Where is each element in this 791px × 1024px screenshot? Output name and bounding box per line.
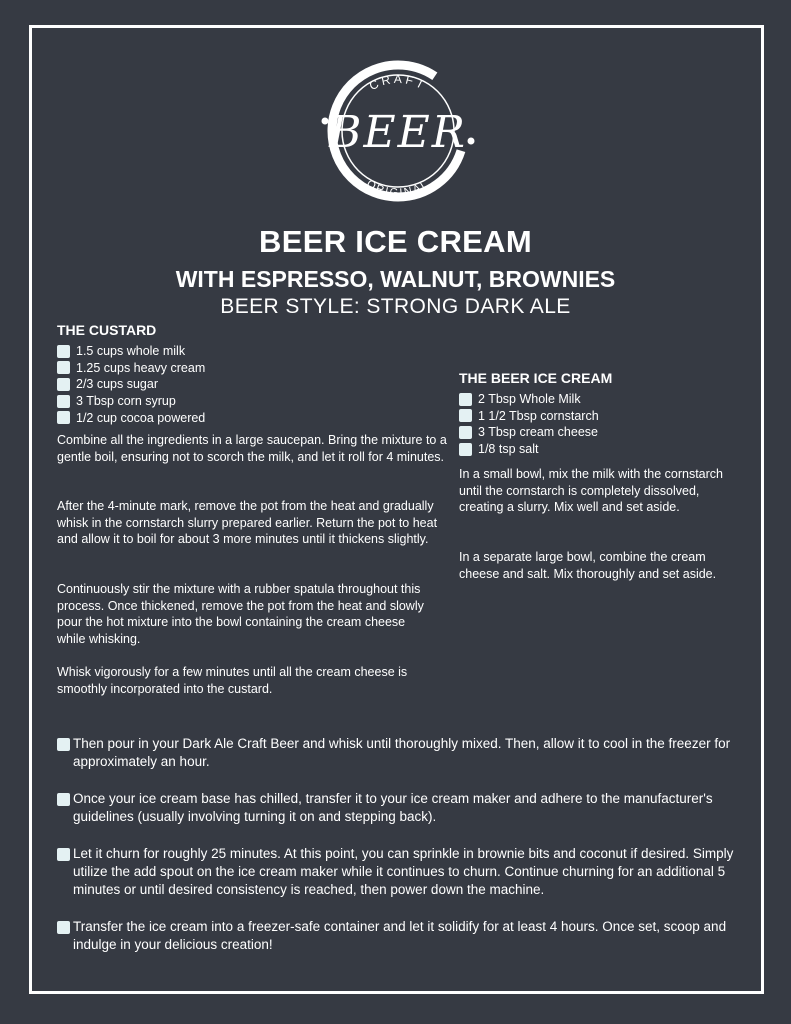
craft-beer-logo xyxy=(305,43,491,219)
custard-paragraph: Continuously stir the mixture with a rubber spatula throughout this process. Once thickened, remove the pot from the heat and slowly pour the hot mixture into the bowl containing the cream cheese while whisking. xyxy=(57,582,424,646)
ingredient-label: 2/3 cups sugar xyxy=(76,377,158,392)
step-text: Let it churn for roughly 25 minutes. At this point, you can sprinkle in brownie bits and coconut if desired. Simply utilize the add spout on the ice cream maker while it continues to churn. Continue churning for an additional 5 minutes or until desired consistency is reached, then power down the machine. xyxy=(73,846,734,897)
ingredient-label: 1/2 cup cocoa powered xyxy=(76,410,206,425)
beer-ice-cream-paragraph: In a separate large bowl, combine the cream cheese and salt. Mix thoroughly and set aside. xyxy=(459,550,717,581)
list-item[interactable] xyxy=(57,918,747,954)
checkbox[interactable] xyxy=(57,848,70,861)
ingredient-label: 1/8 tsp salt xyxy=(478,442,539,457)
logo-center-text: BEER xyxy=(329,107,467,158)
checkbox[interactable] xyxy=(459,393,472,406)
checkbox[interactable] xyxy=(57,921,70,934)
checkbox[interactable] xyxy=(57,793,70,806)
custard-paragraph: After the 4-minute mark, remove the pot from the heat and gradually whisk in the cornstarch slurry prepared earlier. Return the pot to heat and allow it to boil for about 3 more minutes until it thickens slightly. xyxy=(57,499,438,547)
beer-style-line: BEER STYLE: STRONG DARK ALE xyxy=(220,295,571,318)
recipe-title: BEER ICE CREAM xyxy=(259,224,532,259)
step-text: Once your ice cream base has chilled, transfer it to your ice cream maker and adhere to the manufacturer's guidelines (usually involving turning it on and stepping back). xyxy=(73,791,713,824)
checkbox[interactable] xyxy=(57,378,70,391)
list-item[interactable] xyxy=(57,845,747,899)
beer-ice-cream-ingredient-list xyxy=(459,391,599,457)
checkbox[interactable] xyxy=(57,361,70,374)
list-item[interactable] xyxy=(57,343,205,360)
list-item[interactable] xyxy=(57,393,205,410)
checkbox[interactable] xyxy=(459,426,472,439)
checkbox[interactable] xyxy=(57,345,70,358)
checkbox[interactable] xyxy=(57,738,70,751)
ingredient-label: 1.25 cups heavy cream xyxy=(76,360,206,375)
list-item[interactable] xyxy=(57,735,747,771)
logo-top-text: CRAFT xyxy=(366,71,430,94)
step-text: Then pour in your Dark Ale Craft Beer and whisk until thoroughly mixed. Then, allow it to cool in the freezer for approximately an hour. xyxy=(73,736,731,769)
ingredient-label: 1.5 cups whole milk xyxy=(76,344,186,359)
list-item[interactable] xyxy=(459,441,599,458)
list-item[interactable] xyxy=(57,360,205,377)
final-steps-list xyxy=(57,735,747,954)
ingredient-label: 2 Tbsp Whole Milk xyxy=(478,392,581,407)
list-item[interactable] xyxy=(57,790,747,826)
custard-heading: THE CUSTARD xyxy=(57,322,157,338)
ingredient-label: 3 Tbsp cream cheese xyxy=(478,425,598,440)
checkbox[interactable] xyxy=(57,395,70,408)
list-item[interactable] xyxy=(459,424,599,441)
custard-paragraph: Whisk vigorously for a few minutes until all the cream cheese is smoothly incorporated into the custard. xyxy=(57,665,408,696)
list-item[interactable] xyxy=(459,391,599,408)
beer-ice-cream-paragraph: In a small bowl, mix the milk with the cornstarch until the cornstarch is completely dissolved, creating a slurry. Mix well and set aside. xyxy=(459,467,723,515)
recipe-subtitle: WITH ESPRESSO, WALNUT, BROWNIES xyxy=(175,266,616,292)
custard-paragraph: Combine all the ingredients in a large saucepan. Bring the mixture to a gentle boil, ensuring not to scorch the milk, and let it roll for 4 minutes. xyxy=(57,433,447,464)
step-text: Transfer the ice cream into a freezer-safe container and let it solidify for at least 4 hours. Once set, scoop and indulge in your delicious creation! xyxy=(73,919,727,952)
ingredient-label: 1 1/2 Tbsp cornstarch xyxy=(478,408,599,423)
list-item[interactable] xyxy=(459,408,599,425)
ingredient-label: 3 Tbsp corn syrup xyxy=(76,394,176,409)
checkbox[interactable] xyxy=(459,443,472,456)
beer-ice-cream-heading: THE BEER ICE CREAM xyxy=(459,370,613,386)
list-item[interactable] xyxy=(57,376,205,393)
checkbox[interactable] xyxy=(459,409,472,422)
svg-text:CRAFT xyxy=(367,72,429,93)
checkbox[interactable] xyxy=(57,411,70,424)
custard-ingredient-list xyxy=(57,343,205,426)
list-item[interactable] xyxy=(57,409,205,426)
logo-bottom-text: ORIGINAL xyxy=(364,177,432,200)
